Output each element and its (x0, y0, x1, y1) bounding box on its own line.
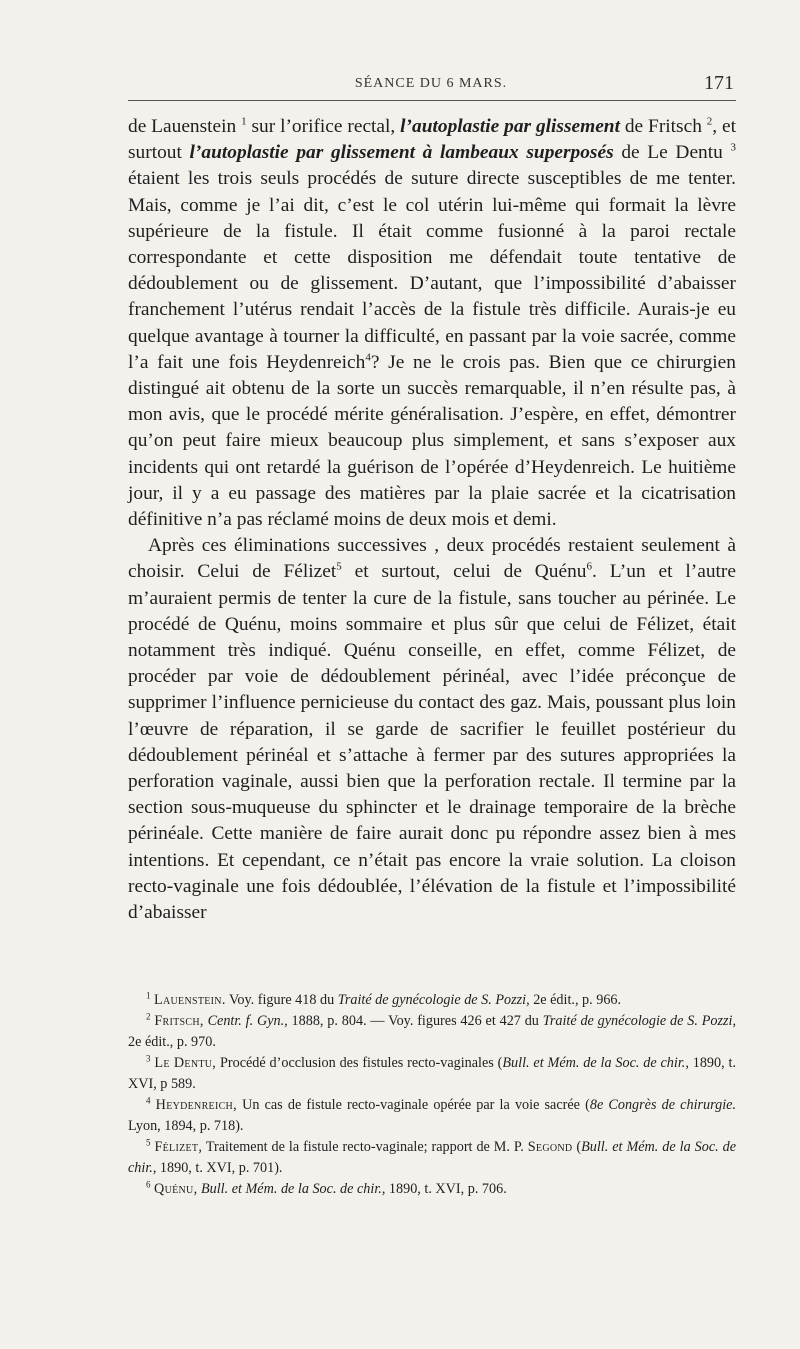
footnote-text: Un cas de fistule recto-vaginale opérée par la voie sacrée ( (236, 1097, 590, 1113)
text-run: étaient les trois seuls procédés de suture directe susceptibles de me tenter. Mais, comme je l’ai dit, c’est le col utérin lui-même qui formait la lèvre supérieure de la fistule. Il était comme fusionné à la paroi rectale correspondante et cette disposition me défendait toute tentative de dédoublement ou de glissement. D’autant, que l’impossibilité d’abaisser franchement l’utérus rendait l’accès de la fistule très difficile. Aurais-je eu quelque avantage à tourner la difficulté, en passant par la voie sacrée, comme l’a fait une fois Heydenreich (128, 168, 736, 373)
text-run-italic: l’autoplastie par glissement (400, 116, 620, 137)
footnote-author: Segond (527, 1139, 573, 1155)
footnote-number: 3 (146, 1053, 151, 1064)
footnote-text: Lyon, 1894, p. 718). (128, 1118, 244, 1134)
footnote-text: Procédé d’occlusion des fistules recto-vaginales ( (216, 1055, 503, 1071)
footnote-2 (128, 1011, 736, 1053)
footnote-text: , 1888, p. 804. — Voy. figures 426 et 427 du (284, 1013, 543, 1029)
footnote-text: Voy. figure 418 du (225, 992, 338, 1008)
footnote-5 (128, 1137, 736, 1179)
text-run: ? Je ne le crois pas. Bien que ce chirurgien distingué ait obtenu de la sorte un succès remarquable, il n’en résulte pas, à mon avis, que le procédé mérite généralisation. J’espère, en effet, démontrer qu’on peut faire mieux beaucoup plus simplement, et sans s’exposer aux incidents qui ont retardé la guérison de l’opérée d’Heydenreich. Le huitième jour, il y a eu passage des matières par la plaie sacrée et la cicatrisation définitive n’a pas réclamé moins de deux mois et demi. (128, 351, 736, 531)
footnote-author: Fritsch, (154, 1013, 204, 1029)
footnote-text: , 1890, t. XVI, p. 706. (381, 1181, 507, 1197)
footnote-number: 4 (146, 1095, 151, 1106)
footnote-ref[interactable]: 2 (706, 115, 713, 128)
footnote-title: Bull. et Mém. de la Soc. de chir. (128, 1139, 737, 1176)
footnote-ref[interactable]: 1 (241, 115, 247, 128)
header-rule (128, 100, 736, 101)
footnote-number: 6 (146, 1179, 151, 1190)
text-run: Après ces éliminations successives , deux procédés restaient seulement à choisir. Celui de Félizet (128, 535, 736, 583)
text-run: sur l’orifice rectal, (246, 116, 401, 137)
footnote-3 (128, 1053, 736, 1095)
page-number: 171 (704, 72, 734, 94)
footnote-title: Bull. et Mém. de la Soc. de chir. (200, 1181, 382, 1197)
text-run-italic: l’autoplastie par glissement à lambeaux superposés (189, 142, 614, 164)
footnote-title: Traité de gynécologie de S. Pozzi (542, 1013, 733, 1029)
running-head (128, 72, 734, 100)
footnote-ref[interactable]: 6 (586, 560, 593, 573)
footnote-number: 2 (146, 1011, 151, 1022)
footnote-title: Traité de gynécologie de S. Pozzi (337, 992, 527, 1008)
footnote-text: , 1890, t. XVI, p. 701). (152, 1160, 283, 1176)
footnote-title: Centr. f. Gyn. (207, 1013, 285, 1029)
footnote-6 (128, 1179, 736, 1200)
footnote-text: , 2e édit., p. 970. (128, 1013, 736, 1050)
footnote-text: , 2e édit., p. 966. (526, 992, 622, 1008)
footnote-title: Bull. et Mém. de la Soc. de chir. (502, 1055, 686, 1071)
footnote-1 (128, 990, 736, 1011)
running-title: SÉANCE DU 6 MARS. (354, 76, 508, 91)
footnote-ref[interactable]: 3 (730, 141, 737, 154)
footnote-author: Heydenreich, (155, 1097, 237, 1113)
footnote-text: ( (572, 1139, 582, 1155)
text-run: de Le Dentu (613, 142, 731, 164)
footnote-ref[interactable]: 4 (365, 351, 371, 364)
footnote-4 (128, 1095, 736, 1137)
body-text (128, 114, 736, 926)
footnotes (128, 990, 736, 1200)
footnote-text: , 1890, t. XVI, p 589. (128, 1055, 736, 1092)
footnote-author: Félizet, (154, 1139, 203, 1155)
footnote-number: 5 (146, 1137, 151, 1148)
footnote-title: 8e Congrès de chirurgie. (589, 1097, 736, 1113)
footnote-author: Le Dentu, (154, 1055, 217, 1071)
paragraph (128, 533, 736, 926)
text-run: de Fritsch (619, 116, 707, 137)
footnote-author: Quénu, (154, 1181, 198, 1197)
text-run: et surtout, celui de Quénu (341, 561, 587, 583)
text-run: de Lauenstein (128, 116, 242, 137)
text-run: , et surtout (128, 116, 736, 164)
footnote-number: 1 (146, 990, 151, 1001)
footnote-ref[interactable]: 5 (336, 560, 342, 573)
footnote-author: Lauenstein. (154, 992, 226, 1008)
text-run: . L’un et l’autre m’auraient permis de tenter la cure de la fistule, sans toucher au périnée. Le procédé de Quénu, moins sommaire et plus sûr que celui de Félizet, était notamment très indiqué. Quénu conseille, en effet, comme Félizet, de procéder par voie de dédoublement périnéal, avec l’idée préconçue de supprimer l’influence pernicieuse du contact des gaz. Mais, poussant plus loin l’œuvre de réparation, il se garde de sacrifier le feuillet postérieur du dédoublement périnéal et s’attache à fermer par des sutures appropriées la perforation vaginale, aussi bien que la perforation rectale. Il termine par la section sous-muqueuse du sphincter et le drainage temporaire de la brèche périnéale. Cette manière de faire aurait donc pu répondre assez bien à mes intentions. Et cependant, ce n’était pas encore la vraie solution. La cloison recto-vaginale une fois dédoublée, l’élévation de la fistule et l’impossibilité d’abaisser (128, 561, 736, 924)
paragraph (128, 114, 736, 533)
footnote-text: Traitement de la fistule recto-vaginale; rapport de M. P. (202, 1139, 528, 1155)
